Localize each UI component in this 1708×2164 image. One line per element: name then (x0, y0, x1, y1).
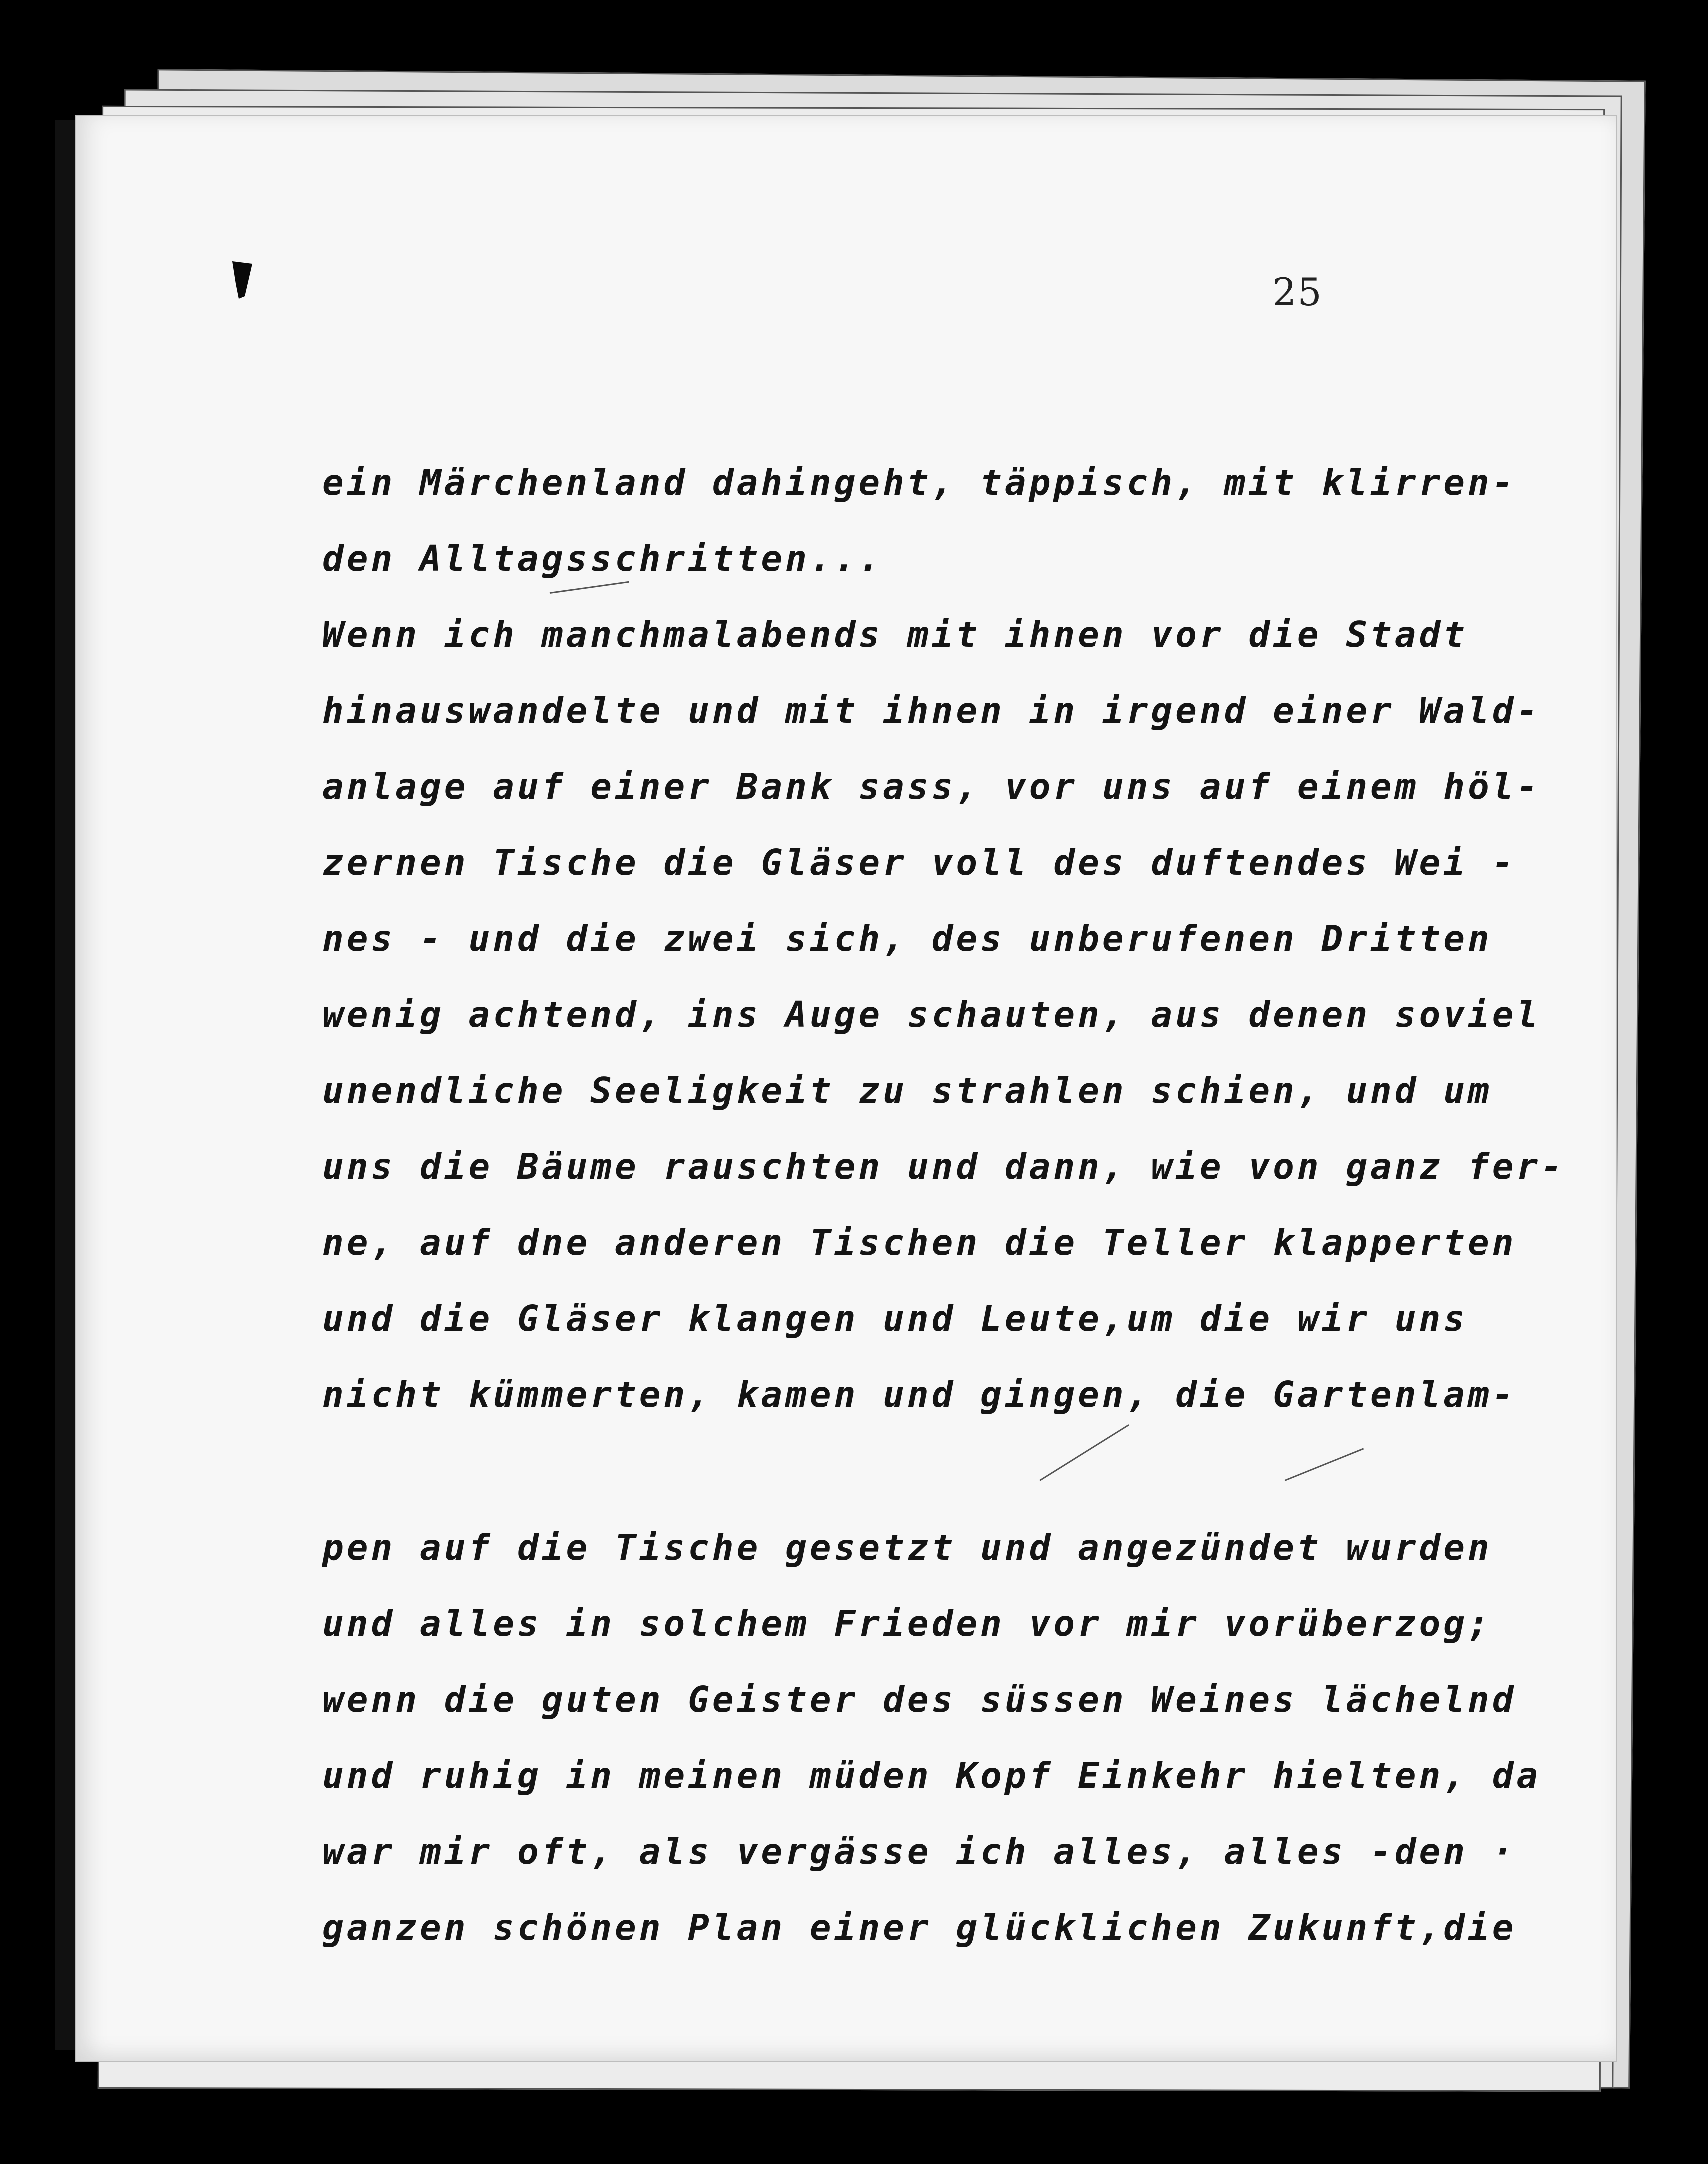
text-line: ne, auf dne anderen Tischen die Teller klapperten (322, 1222, 1517, 1264)
text-line: hinauswandelte und mit ihnen in irgend einer Wald- (322, 690, 1542, 732)
text-line: ein Märchenland dahingeht, täppisch, mit klirren- (322, 462, 1517, 504)
text-line: den Alltagsschritten... (322, 538, 884, 580)
text-line: ganzen schönen Plan einer glücklichen Zukunft,die (322, 1907, 1517, 1948)
text-line: Wenn ich manchmalabends mit ihnen vor die Stadt (322, 614, 1468, 656)
text-line: nicht kümmerten, kamen und gingen, die Gartenlam- (322, 1374, 1517, 1416)
text-line: pen auf die Tische gesetzt und angezündet wurden (322, 1527, 1492, 1568)
binding-edge (55, 120, 75, 2050)
text-line: wenn die guten Geister des süssen Weines lächelnd (322, 1679, 1517, 1720)
text-line: nes - und die zwei sich, des unberufenen Dritten (322, 918, 1492, 960)
text-line: anlage auf einer Bank sass, vor uns auf einem höl- (322, 766, 1542, 808)
text-line: wenig achtend, ins Auge schauten, aus denen soviel (322, 994, 1542, 1036)
text-line: und ruhig in meinen müden Kopf Einkehr hielten, da (322, 1755, 1542, 1796)
text-line: zernen Tische die Gläser voll des duftendes Wei - (322, 842, 1517, 884)
text-line: und alles in solchem Frieden vor mir vorüberzog; (322, 1603, 1492, 1644)
text-line: uns die Bäume rauschten und dann, wie von ganz fer- (322, 1146, 1566, 1188)
text-line: und die Gläser klangen und Leute,um die wir uns (322, 1298, 1468, 1340)
text-line: war mir oft, als vergässe ich alles, alles -den · (322, 1831, 1517, 1872)
text-line: unendliche Seeligkeit zu strahlen schien, und um (322, 1070, 1492, 1112)
page-number: 25 (1272, 270, 1323, 314)
